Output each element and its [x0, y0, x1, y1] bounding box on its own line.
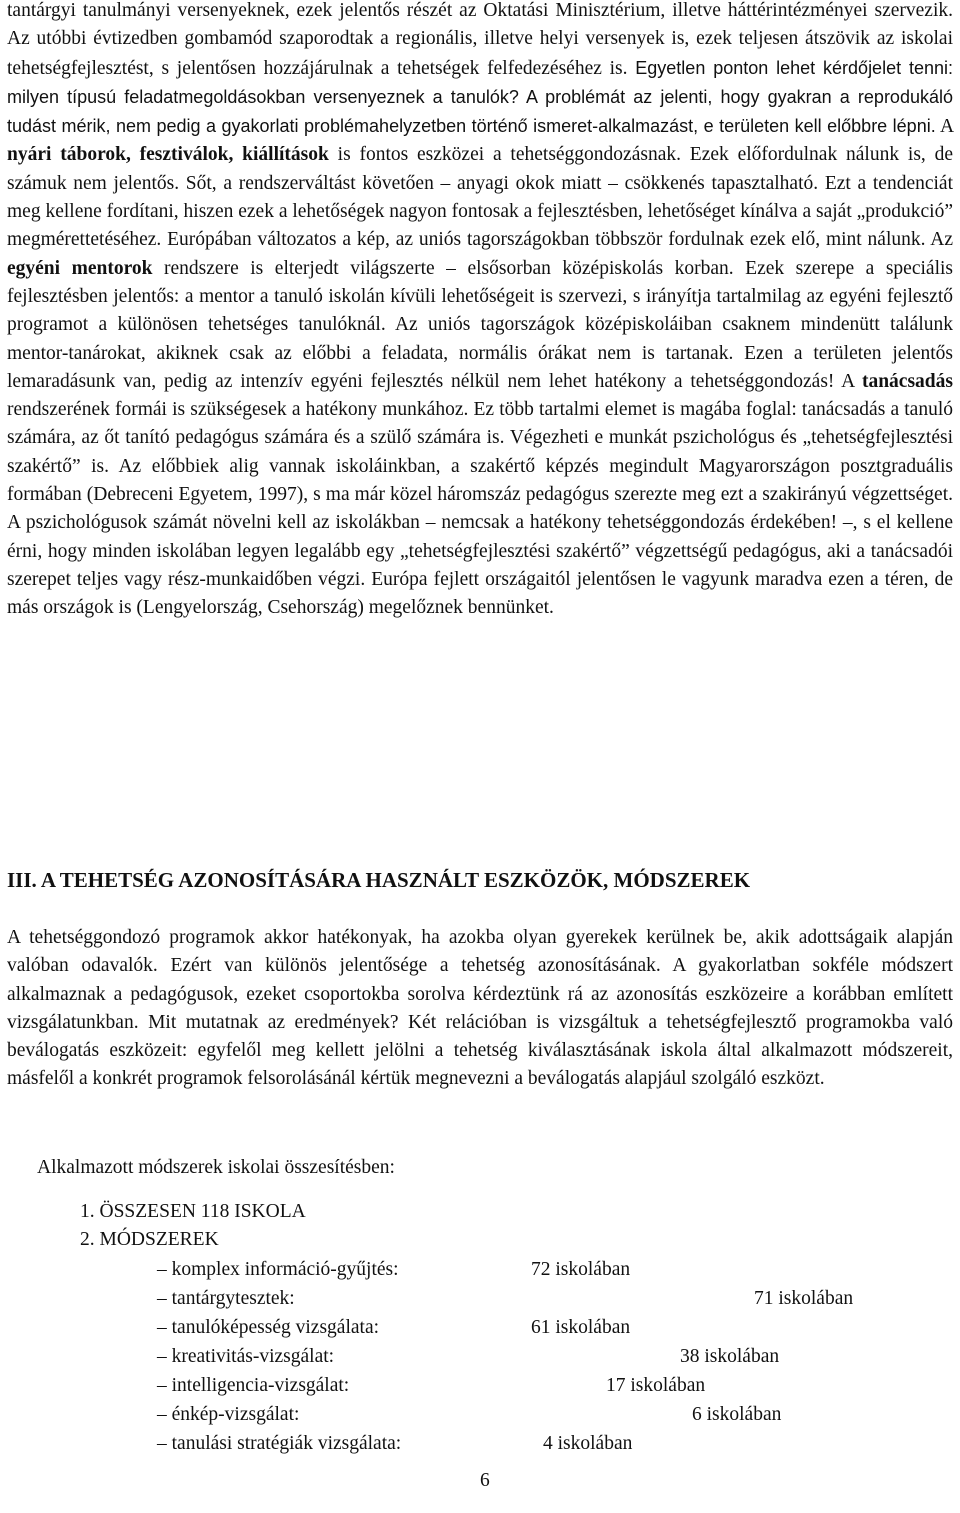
method-value: 71 iskolában: [754, 1288, 854, 1309]
text-run: rendszere is elterjedt világszerte – elsősorban középiskolás korban. Ezek szerepe a speciális fejlesztésben jelentős: a mentor a tanuló iskolán kívüli lehetőségeit is szervezi, s irányítja tartalmilag az egyéni fejlesztő programot a különösen tehetséges tanulóknál. Az uniós tagországok középiskoláiban csaknem mindenütt találunk mentor-tanárokat, akiknek csak az előbbi a feladata, normális órákat nem is tartanak. Ezen a területen jelentős lemaradásunk van, pedig az intenzív egyéni fejlesztés nélkül nem lehet hatékony a tehetséggondozás! A: [7, 257, 953, 392]
method-value: 4 iskolában: [543, 1433, 633, 1454]
methods-intro: Alkalmazott módszerek iskolai összesítésben:: [37, 1157, 395, 1178]
text-run: A: [935, 116, 954, 138]
method-value: 61 iskolában: [531, 1317, 631, 1338]
method-label: – tanulóképesség vizsgálata:: [157, 1317, 380, 1338]
method-value: 38 iskolában: [680, 1346, 780, 1367]
text-run: is fontos eszközei a tehetséggondozásnak. Ezek előfordulnak nálunk is, de számuk nem jelentős. Sőt, a rendszerváltást követően – anyagi okok miatt – csökkenés tapasztalható.: [7, 144, 953, 194]
method-row: [157, 1314, 917, 1342]
method-label: – kreativitás-vizsgálat:: [157, 1346, 335, 1367]
method-value: 72 iskolában: [531, 1259, 631, 1280]
body-paragraph-identification: A tehetséggondozó programok akkor hatékonyak, ha azokba olyan gyerekek kerülnek be, akik adottságaik alapján valóban odavalók. Ezért van különös jelentősége a tehetség azonosításának. A gyakorlatban sokféle módszert alkalmaznak a pedagógusok, ezeket csoportokba sorolva kérdeztünk rá az azonosítás eszközeire a korábban említett vizsgálatunkban. Mit mutatnak az eredmények? Két relációban is vizsgáltuk a tehetségfejlesztő programokba való beválogatás eszközeit: egyfelől meg kellett jelölni a tehetség kiválasztásának iskola által alkalmazott módszereit, másfelől a konkrét programok felsorolásánál kértük megnevezni a beválogatás alapjául szolgáló eszközt.: [7, 927, 953, 1090]
method-label: – tanulási stratégiák vizsgálata:: [157, 1433, 402, 1454]
bold-term-counseling: tanácsadás: [861, 370, 953, 392]
method-label: – intelligencia-vizsgálat:: [157, 1375, 350, 1396]
method-row: [157, 1343, 917, 1371]
method-row: [157, 1430, 917, 1458]
text-run: rendszerének formái is szükségesek a hatékony munkához. Ez több tartalmi elemet is magába foglal: tanácsadás a tanuló számára, az őt tanító pedagógus számára és a szülő számára is. Végezheti e munkát pszichológus és „tehetségfejlesztési szakértő” is. Az előbbiek alig vannak iskoláinkban, a szakértő képzés megindult Magyarországon posztgraduális formában (Debreceni Egyetem, 1997), s ma már közel háromszáz pedagógus szerezte meg ezt a szakirányú végzettséget. A pszichológusok számát növelni kell az iskolákban – nemcsak a hatékony tehetséggondozás érdekében! –, s el kellene érni, hogy minden iskolában legyen legalább egy „tehetségfejlesztési szakértő” végzettségű pedagógus, aki a tanácsadói szerepet teljes vagy rész-munkaidőben végzi. Európa fejlett országaitól jelentősen le vagyunk maradva ezen a téren, de más országok is (Lengyelország, Csehország) megelőznek bennünket.: [7, 399, 953, 619]
text-run: Egyetlen ponton lehet kérdőjelet tenni: milyen típusú feladatmegoldásokban versenyeznek a tanulók? A problémát az jelenti, hogy gyakran a reprodukáló tudást mérik, nem pedig a gyakorlati problémahelyzetben történő ismeret-alkalmazást, e területen kell előbbre lépni.: [7, 57, 953, 137]
method-value: 17 iskolában: [606, 1375, 706, 1396]
method-row: [157, 1372, 917, 1400]
text-run: Ezt a tendenciát meg kellene fordítani, hiszen ezek a lehetőségek nagyon fontosak a fejlesztésben, lehetőséget kínálva a saját „produkció” megmérettetéséhez. Európában változatos a kép, az uniós tagországokban többször fordulnak ezek elő, mint nálunk. Az: [7, 172, 953, 251]
method-value: 6 iskolában: [692, 1404, 782, 1425]
text-run: tantárgyi tanulmányi versenyeknek, ezek jelentős részét az Oktatási Minisztérium, illetve háttérintézményei szervezik. Az utóbbi évtizedben gombamód szaporodtak a regionális, illetve helyi versenyek is, ezek teljesen átszövik az iskolai tehetségfejlesztést, s jelentősen hozzájárulnak a tehetségek felfedezéséhez is.: [7, 0, 953, 79]
bold-term-summer-camps: nyári táborok, fesztiválok, kiállítások: [7, 144, 329, 166]
method-label: – komplex információ-gyűjtés:: [157, 1259, 399, 1280]
method-row: [157, 1256, 917, 1284]
method-row: [157, 1285, 917, 1313]
body-paragraph-competitions: [7, 0, 953, 623]
page-number: 6: [480, 1470, 490, 1491]
method-row: [157, 1401, 917, 1429]
method-label: – énkép-vizsgálat:: [157, 1404, 300, 1425]
method-label: – tantárgytesztek:: [157, 1288, 295, 1309]
list-item-total-schools: 1. ÖSSZESEN 118 ISKOLA: [80, 1201, 306, 1222]
bold-term-mentors: egyéni mentorok: [7, 257, 153, 279]
list-item-methods: 2. MÓDSZEREK: [80, 1229, 219, 1250]
section-heading: III. A TEHETSÉG AZONOSÍTÁSÁRA HASZNÁLT ESZKÖZÖK, MÓDSZEREK: [7, 868, 751, 892]
